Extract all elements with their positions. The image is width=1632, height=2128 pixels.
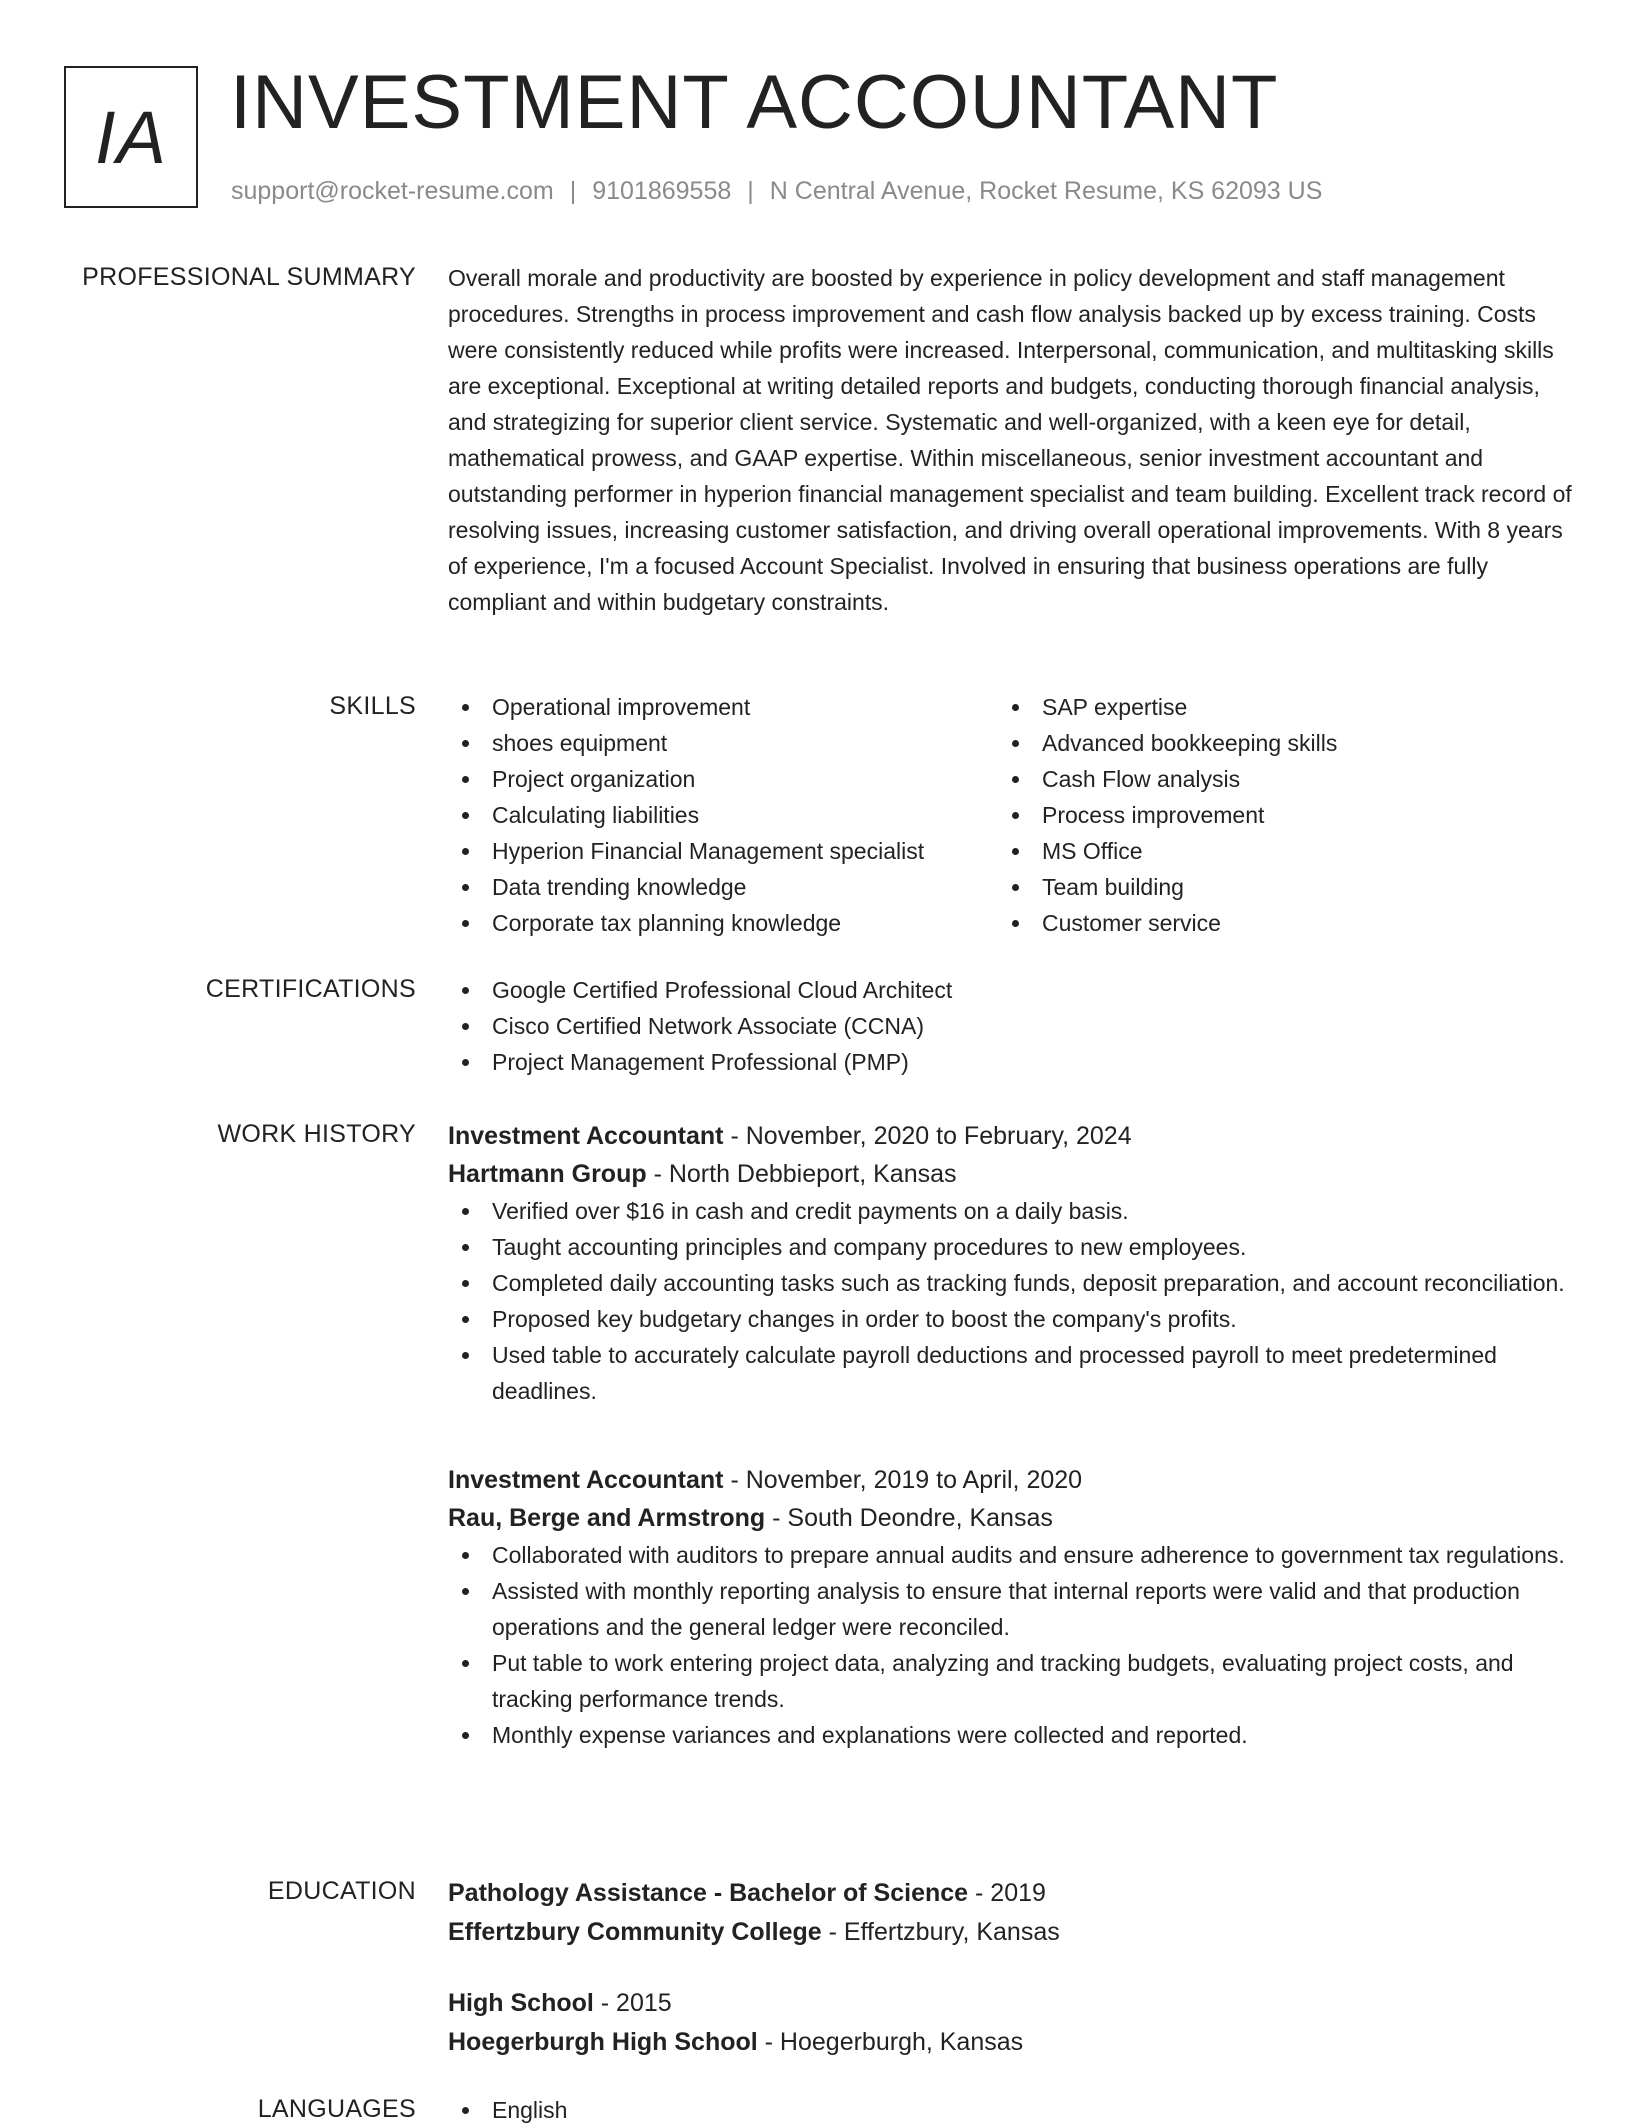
education-degree-line (448, 1984, 1572, 2023)
education-school-line (448, 1913, 1572, 1952)
languages-body (448, 2092, 1572, 2128)
skill-item: Cash Flow analysis (998, 761, 1558, 797)
job-duty-item: Assisted with monthly reporting analysis to ensure that internal reports were valid and that production operations and the general ledger were reconciled. (448, 1573, 1572, 1645)
certification-item: Google Certified Professional Cloud Architect (448, 972, 1572, 1008)
education-school: Effertzbury Community College (448, 1918, 822, 1946)
job-company: Rau, Berge and Armstrong (448, 1504, 766, 1532)
education-year: - 2015 (593, 1989, 672, 2017)
section-heading-education: EDUCATION (267, 1877, 416, 1905)
skill-item: Corporate tax planning knowledge (448, 905, 998, 941)
contact-separator: | (747, 177, 754, 205)
skill-item: Customer service (998, 905, 1558, 941)
contact-phone[interactable]: 9101869558 (592, 177, 732, 205)
certifications-body (448, 972, 1572, 1080)
education-location: - Effertzbury, Kansas (821, 1918, 1060, 1946)
monogram-badge (64, 66, 198, 208)
skill-item: SAP expertise (998, 689, 1558, 725)
job-company-line (448, 1155, 1572, 1193)
skill-item: Hyperion Financial Management specialist (448, 833, 998, 869)
job-duties-list (448, 1193, 1572, 1409)
job-duty-item: Proposed key budgetary changes in order to boost the company's profits. (448, 1301, 1572, 1337)
job-duty-item: Put table to work entering project data, analyzing and tracking budgets, evaluating project costs, and tracking performance trends. (448, 1645, 1572, 1717)
skills-list-left (448, 689, 998, 941)
skill-item: Advanced bookkeeping skills (998, 725, 1558, 761)
job-location: - North Debbieport, Kansas (646, 1160, 957, 1188)
section-heading-languages: LANGUAGES (257, 2095, 416, 2123)
contact-email[interactable]: support@rocket-resume.com (231, 177, 554, 205)
certifications-list (448, 972, 1572, 1080)
skill-item: Team building (998, 869, 1558, 905)
education-school: Hoegerburgh High School (448, 2028, 758, 2056)
skill-item: Data trending knowledge (448, 869, 998, 905)
job-title-line (448, 1117, 1572, 1155)
job-duty-item: Monthly expense variances and explanations were collected and reported. (448, 1717, 1572, 1753)
job-duty-item: Collaborated with auditors to prepare annual audits and ensure adherence to government tax regulations. (448, 1537, 1572, 1573)
education-school-line (448, 2023, 1572, 2062)
skill-item: Calculating liabilities (448, 797, 998, 833)
summary-paragraph: Overall morale and productivity are boosted by experience in policy development and staff management procedures. Strengths in process improvement and cash flow analysis backed up by excess training. Costs were consistently reduced while profits were increased. Interpersonal, communication, and multitasking skills are exceptional. Exceptional at writing detailed reports and budgets, conducting thorough financial analysis, and strategizing for superior client service. Systematic and well-organized, with a keen eye for detail, mathematical prowess, and GAAP expertise. Within miscellaneous, senior investment accountant and outstanding performer in hyperion financial management specialist and team building. Excellent track record of resolving issues, increasing customer satisfaction, and driving overall operational improvements. With 8 years of experience, I'm a focused Account Specialist. Involved in ensuring that business operations are fully compliant and within budgetary constraints. (448, 265, 1572, 615)
education-body (448, 1874, 1572, 2062)
job-entry (448, 1461, 1572, 1753)
job-entry (448, 1117, 1572, 1409)
job-location: - South Deondre, Kansas (765, 1504, 1053, 1532)
job-dates: - November, 2019 to April, 2020 (723, 1466, 1083, 1494)
skill-item: Process improvement (998, 797, 1558, 833)
job-duty-item: Taught accounting principles and company procedures to new employees. (448, 1229, 1572, 1265)
education-entry (448, 1984, 1572, 2062)
section-heading-skills: SKILLS (329, 692, 416, 720)
job-dates: - November, 2020 to February, 2024 (723, 1122, 1132, 1150)
summary-body (448, 260, 1572, 620)
education-entry (448, 1874, 1572, 1952)
education-degree: High School (448, 1989, 594, 2017)
contact-separator: | (569, 177, 577, 205)
education-year: - 2019 (968, 1879, 1046, 1907)
skill-item: MS Office (998, 833, 1558, 869)
education-degree: Pathology Assistance - Bachelor of Science (448, 1879, 969, 1907)
section-heading-work: WORK HISTORY (217, 1120, 416, 1148)
job-role: Investment Accountant (448, 1122, 724, 1150)
job-company: Hartmann Group (448, 1160, 647, 1188)
contact-line (231, 174, 1322, 208)
monogram-initials: IA (95, 95, 167, 179)
job-company-line (448, 1499, 1572, 1537)
certification-item: Project Management Professional (PMP) (448, 1044, 1572, 1080)
job-duty-item: Verified over $16 in cash and credit payments on a daily basis. (448, 1193, 1572, 1229)
job-duties-list (448, 1537, 1572, 1753)
section-heading-certifications: CERTIFICATIONS (205, 975, 416, 1003)
job-title-line (448, 1461, 1572, 1499)
education-location: - Hoegerburgh, Kansas (757, 2028, 1024, 2056)
skills-list-right (998, 689, 1558, 941)
certification-item: Cisco Certified Network Associate (CCNA) (448, 1008, 1572, 1044)
job-role: Investment Accountant (448, 1466, 724, 1494)
languages-list (448, 2092, 1572, 2128)
language-item: English (448, 2092, 1572, 2128)
work-body (448, 1117, 1572, 1753)
contact-address: N Central Avenue, Rocket Resume, KS 62093 US (769, 177, 1323, 205)
section-heading-summary: PROFESSIONAL SUMMARY (82, 263, 416, 291)
education-degree-line (448, 1874, 1572, 1913)
skill-item: Project organization (448, 761, 998, 797)
skills-body (448, 689, 1572, 941)
job-duty-item: Completed daily accounting tasks such as tracking funds, deposit preparation, and account reconciliation. (448, 1265, 1572, 1301)
skill-item: Operational improvement (448, 689, 998, 725)
resume-title: INVESTMENT ACCOUNTANT (230, 60, 1279, 145)
skill-item: shoes equipment (448, 725, 998, 761)
job-duty-item: Used table to accurately calculate payroll deductions and processed payroll to meet predetermined deadlines. (448, 1337, 1572, 1409)
